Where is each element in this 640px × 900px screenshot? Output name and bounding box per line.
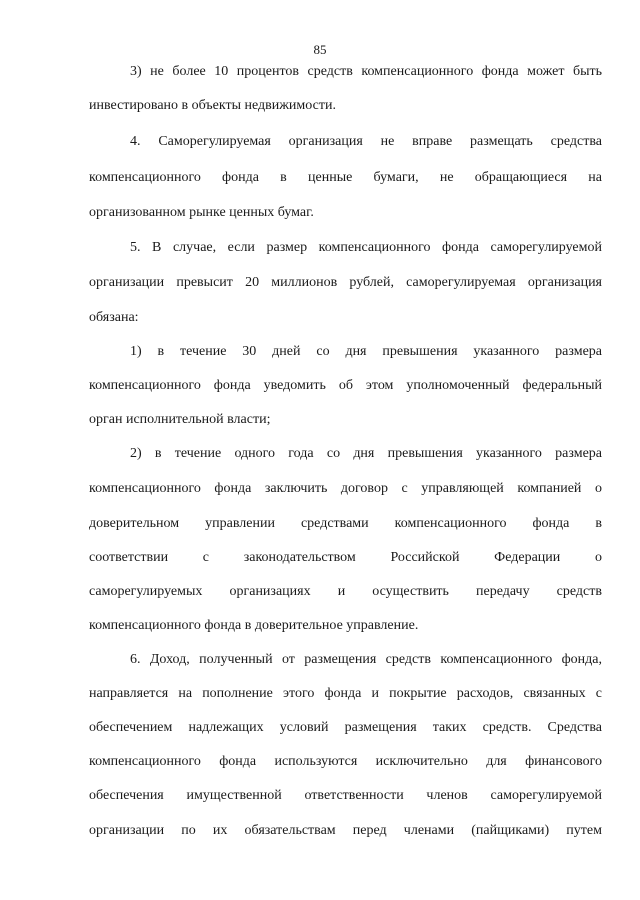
text-line: организации по их обязательствам перед членами (пайщиками) путем — [89, 823, 602, 838]
text-line: 3) не более 10 процентов средств компенсационного фонда может быть — [130, 64, 602, 79]
text-line: компенсационного фонда уведомить об этом уполномоченный федеральный — [89, 378, 602, 393]
text-line: саморегулируемых организациях и осуществить передачу средств — [89, 584, 602, 599]
text-line: 1) в течение 30 дней со дня превышения указанного размера — [130, 344, 602, 359]
text-line: инвестировано в объекты недвижимости. — [89, 98, 336, 113]
text-line: организации превысит 20 миллионов рублей, саморегулируемая организация — [89, 275, 602, 290]
text-line: компенсационного фонда используются исключительно для финансового — [89, 754, 602, 769]
text-line: обеспечения имущественной ответственности членов саморегулируемой — [89, 788, 602, 803]
page-number: 85 — [313, 42, 327, 57]
text-line: компенсационного фонда заключить договор с управляющей компанией о — [89, 481, 602, 496]
text-line: 4. Саморегулируемая организация не вправе размещать средства — [130, 134, 602, 149]
text-line: доверительном управлении средствами компенсационного фонда в — [89, 516, 602, 531]
text-line: обязана: — [89, 310, 139, 325]
text-line: компенсационного фонда в доверительное управление. — [89, 618, 419, 633]
text-line: 5. В случае, если размер компенсационного фонда саморегулируемой — [130, 240, 602, 255]
text-line: компенсационного фонда в ценные бумаги, не обращающиеся на — [89, 170, 602, 185]
text-line: 2) в течение одного года со дня превышения указанного размера — [130, 446, 602, 461]
text-line: 6. Доход, полученный от размещения средств компенсационного фонда, — [130, 652, 602, 667]
text-line: направляется на пополнение этого фонда и покрытие расходов, связанных с — [89, 686, 602, 701]
text-line: организованном рынке ценных бумаг. — [89, 205, 314, 220]
text-line: обеспечением надлежащих условий размещения таких средств. Средства — [89, 720, 602, 735]
text-line: соответствии с законодательством Российской Федерации о — [89, 550, 602, 565]
text-line: орган исполнительной власти; — [89, 412, 271, 427]
